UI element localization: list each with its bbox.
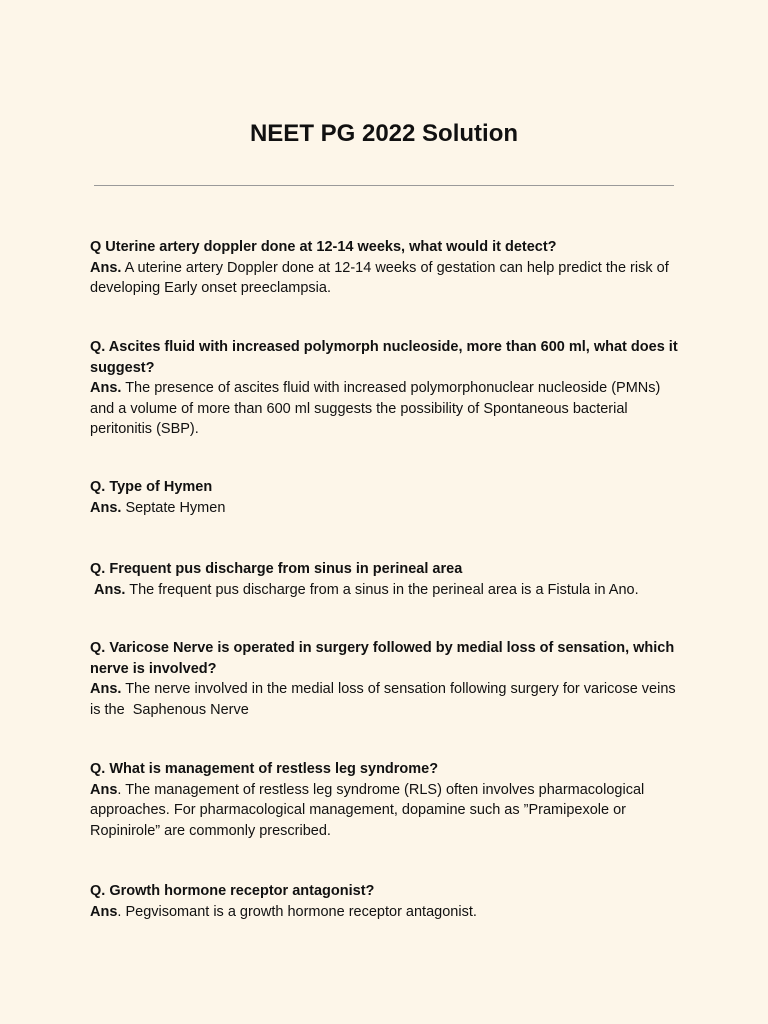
qa-item bbox=[90, 759, 680, 841]
answer-paragraph bbox=[90, 258, 680, 299]
question-text: Q. Growth hormone receptor antagonist? bbox=[90, 883, 375, 899]
question-text: Q. Frequent pus discharge from sinus in perineal area bbox=[90, 561, 463, 577]
qa-item bbox=[90, 237, 680, 299]
answer-label: Ans. bbox=[90, 499, 122, 516]
answer-paragraph bbox=[90, 498, 680, 519]
question-text: Q. Type of Hymen bbox=[90, 479, 213, 495]
qa-item bbox=[90, 337, 680, 440]
answer-text: The frequent pus discharge from a sinus in the perineal area is a Fistula in Ano. bbox=[125, 581, 639, 598]
qa-item bbox=[90, 881, 680, 922]
answer-text: The nerve involved in the medial loss of sensation following surgery for varicose veins is the Saphenous Nerve bbox=[90, 681, 680, 718]
page-title: NEET PG 2022 Solution bbox=[249, 120, 519, 147]
answer-paragraph bbox=[90, 580, 680, 601]
answer-text: . Pegvisomant is a growth hormone receptor antagonist. bbox=[117, 903, 477, 920]
answer-text: A uterine artery Doppler done at 12-14 weeks of gestation can help predict the risk of developing Early onset preeclampsia. bbox=[90, 259, 669, 296]
answer-label: Ans. bbox=[90, 681, 122, 697]
answer-text: The presence of ascites fluid with increased polymorphonuclear nucleoside (PMNs) and a volume of more than 600 ml suggests the possibility of Spontaneous bacterial peritonitis (SBP). bbox=[90, 380, 661, 437]
qa-item bbox=[90, 559, 680, 600]
title-divider bbox=[94, 185, 674, 186]
answer-label: Ans. bbox=[90, 259, 122, 276]
question-text: Q. What is management of restless leg syndrome? bbox=[90, 761, 439, 777]
question-text: Q. Varicose Nerve is operated in surgery followed by medial loss of sensation, which nerve is involved? bbox=[90, 640, 675, 677]
answer-label: Ans. bbox=[90, 380, 122, 396]
answer-paragraph bbox=[90, 679, 680, 720]
answer-label: Ans. bbox=[90, 581, 126, 598]
answer-text: Septate Hymen bbox=[121, 499, 226, 516]
question-text: Q Uterine artery doppler done at 12-14 weeks, what would it detect? bbox=[90, 239, 557, 255]
answer-paragraph bbox=[90, 902, 680, 923]
answer-text: . The management of restless leg syndrome (RLS) often involves pharmacological approaches. For pharmacological management, dopamine such as ”Pramipexole or Ropinirole” are commonly prescribed. bbox=[90, 781, 645, 839]
answer-paragraph bbox=[90, 780, 680, 842]
answer-label: Ans bbox=[90, 781, 118, 798]
qa-item bbox=[90, 638, 680, 720]
answer-paragraph bbox=[90, 378, 680, 440]
question-text: Q. Ascites fluid with increased polymorph nucleoside, more than 600 ml, what does it suggest? bbox=[90, 339, 678, 376]
answer-label: Ans bbox=[90, 903, 118, 920]
qa-item bbox=[90, 477, 680, 518]
